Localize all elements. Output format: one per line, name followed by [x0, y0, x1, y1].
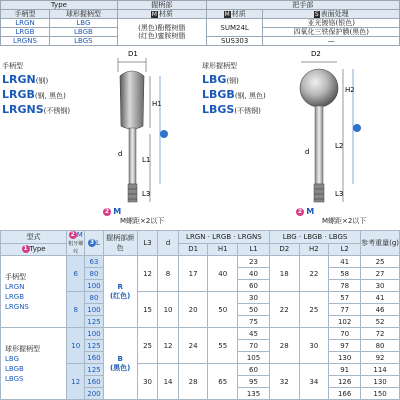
surface-treatment: —	[263, 37, 400, 46]
lever-thread-note: M螺距×2以下	[120, 217, 165, 225]
cell-d: 10	[158, 292, 179, 328]
circle-2-icon: 2	[104, 208, 110, 215]
dim-D1: D1	[128, 50, 138, 58]
handle-header: 把手部	[206, 1, 399, 10]
cell-weight: 25	[361, 256, 400, 268]
type-group: 手柄型 LRGN LRGB LRGNS	[1, 256, 67, 328]
cell-L: 160	[85, 376, 103, 388]
cell-L2: 102	[329, 316, 361, 328]
cell-weight: 92	[361, 352, 400, 364]
s-badge: S	[314, 11, 319, 18]
table-row	[1, 256, 400, 268]
table-row	[1, 328, 400, 340]
cell-H2: 34	[299, 364, 329, 400]
surface-treatment: 四氧化三铁保护膜(黑色)	[263, 28, 400, 37]
cell-L: 80	[85, 268, 103, 280]
cell-L1: 50	[238, 304, 270, 316]
cell-weight: 27	[361, 268, 400, 280]
cell-D1: 17	[178, 256, 208, 292]
lever-group-header: LRGN · LRGB · LRGNS	[178, 231, 269, 244]
cell-weight: 72	[361, 328, 400, 340]
dim-H1: H1	[152, 100, 162, 108]
col-H2: H2	[299, 243, 329, 256]
cell-D2: 28	[269, 328, 299, 364]
dim-H2: H2	[345, 86, 355, 94]
cell-weight: 41	[361, 292, 400, 304]
type-code: LRGN	[1, 19, 50, 28]
cell-L1: 95	[238, 376, 270, 388]
ball-group-header: LBG · LBGB · LBGS	[269, 231, 360, 244]
col-d: d	[158, 231, 179, 256]
surface-header: S 表面处理	[263, 10, 400, 19]
cell-L2: 126	[329, 376, 361, 388]
cell-L: 63	[85, 256, 103, 268]
cell-L1: 60	[238, 364, 270, 376]
cell-L3: 15	[137, 292, 158, 328]
cell-H1: 50	[208, 292, 238, 328]
type-group: 球形握柄型 LBG LBGB LBGS	[1, 328, 67, 400]
cell-L3: 25	[137, 328, 158, 364]
col-weight: 参考重量(g)	[361, 231, 400, 256]
cell-weight: 46	[361, 304, 400, 316]
type-code: LBGB	[49, 28, 117, 37]
cell-L1: 45	[238, 328, 270, 340]
col-L1: L1	[238, 243, 270, 256]
cell-L: 80	[85, 292, 103, 304]
cell-D2: 32	[269, 364, 299, 400]
circle-2-icon: 2	[70, 231, 75, 238]
cell-H2: 22	[299, 256, 329, 292]
lever-m-callout: 2 M	[104, 207, 122, 216]
grip-material-header: M 材质	[117, 10, 206, 19]
cell-H2: 30	[299, 328, 329, 364]
spec-table	[0, 0, 400, 46]
cell-M: 10	[67, 328, 85, 364]
dim-L1: L1	[142, 156, 151, 164]
handle-material-header: M 材质	[206, 10, 263, 19]
col-type-sub: 1 Type	[1, 243, 67, 256]
cell-L2: 57	[329, 292, 361, 304]
dim-L2: L2	[335, 142, 344, 150]
ball-thread-note: M螺距×2以下	[322, 217, 367, 225]
lever-handle-drawing	[100, 44, 190, 230]
cell-H1: 65	[208, 364, 238, 400]
type-header: Type	[1, 1, 118, 10]
ball-series-labels: 球形握柄型 LBG(钢) LBGB(钢, 黑色) LBGS(不锈钢)	[202, 62, 266, 116]
m-badge: M	[151, 11, 157, 18]
cell-L1: 105	[238, 352, 270, 364]
cell-L2: 91	[329, 364, 361, 376]
table-body	[1, 256, 400, 400]
cell-L3: 30	[137, 364, 158, 400]
cell-L2: 78	[329, 280, 361, 292]
cell-D2: 22	[269, 292, 299, 328]
lever-type-header: 手柄型	[1, 10, 50, 19]
handle-material: SUM24L	[206, 19, 263, 37]
cell-weight: 114	[361, 364, 400, 376]
type-code: LRGB	[1, 28, 50, 37]
col-D1: D1	[178, 243, 208, 256]
circle-2-icon: 2	[297, 208, 303, 215]
circle-1-icon: 1	[23, 245, 28, 253]
cell-H1: 40	[208, 256, 238, 292]
cell-L1: 70	[238, 340, 270, 352]
cell-L: 100	[85, 304, 103, 316]
cell-weight: 80	[361, 340, 400, 352]
cell-M: 6	[67, 256, 85, 292]
cell-L1: 40	[238, 268, 270, 280]
type-code: LBGS	[49, 37, 117, 46]
handle-material: SUS303	[206, 37, 263, 46]
cell-d: 8	[158, 256, 179, 292]
cell-L: 125	[85, 316, 103, 328]
cell-M: 8	[67, 292, 85, 328]
cell-L1: 135	[238, 388, 270, 400]
dim-L3: L3	[335, 190, 344, 198]
col-H1: H1	[208, 243, 238, 256]
cell-L2: 41	[329, 256, 361, 268]
col-grip-color: 握柄部颜色	[103, 231, 137, 256]
cell-L: 200	[85, 388, 103, 400]
cell-D2: 18	[269, 256, 299, 292]
surface-treatment: 亚光镀铬(银色)	[263, 19, 400, 28]
col-type: 型式	[1, 231, 67, 244]
cell-L1: 23	[238, 256, 270, 268]
cell-d: 12	[158, 328, 179, 364]
grip-material: (黑色)酚醛树脂 (红色)蜜胺树脂	[117, 19, 206, 46]
type-code: LRGNS	[1, 37, 50, 46]
circle-3-icon: 3	[89, 239, 95, 246]
cell-L1: 30	[238, 292, 270, 304]
col-L: 3 L	[85, 231, 103, 256]
ball-type-header: 球形握柄型	[49, 10, 117, 19]
cell-D1: 20	[178, 292, 208, 328]
cell-weight: 150	[361, 388, 400, 400]
cell-D1: 24	[178, 328, 208, 364]
dim-L3: L3	[142, 190, 151, 198]
cell-H1: 55	[208, 328, 238, 364]
dim-D2: D2	[311, 50, 321, 58]
dim-d: d	[305, 148, 310, 156]
col-L3: L3	[137, 231, 158, 256]
cell-d: 14	[158, 364, 179, 400]
cell-L1: 75	[238, 316, 270, 328]
dim-d: d	[118, 150, 123, 158]
ball-handle-drawing	[295, 44, 395, 230]
col-M: 2 M 粗牙螺纹	[68, 231, 84, 255]
cell-weight: 52	[361, 316, 400, 328]
lever-series-labels: 手柄型 LRGN(钢) LRGB(钢, 黑色) LRGNS(不锈钢)	[2, 62, 71, 116]
cell-L2: 58	[329, 268, 361, 280]
dimension-table	[0, 230, 400, 400]
cell-D1: 28	[178, 364, 208, 400]
cell-L3: 12	[137, 256, 158, 292]
type-code: LBG	[49, 19, 117, 28]
grip-header: 握柄部	[117, 1, 206, 10]
grip-color-option: R (红色)	[103, 256, 137, 328]
cell-weight: 130	[361, 376, 400, 388]
cell-L1: 60	[238, 280, 270, 292]
ball-m-callout: 2 M	[297, 207, 315, 216]
cell-weight: 30	[361, 280, 400, 292]
cell-L: 100	[85, 280, 103, 292]
cell-L: 125	[85, 340, 103, 352]
m-badge: M	[224, 11, 230, 18]
cell-L2: 77	[329, 304, 361, 316]
drawing-area	[0, 44, 400, 230]
cell-L: 160	[85, 352, 103, 364]
cell-L2: 130	[329, 352, 361, 364]
col-D2: D2	[269, 243, 299, 256]
cell-M: 12	[67, 364, 85, 400]
cell-L2: 70	[329, 328, 361, 340]
cell-L2: 166	[329, 388, 361, 400]
cell-L: 100	[85, 328, 103, 340]
cell-L2: 97	[329, 340, 361, 352]
cell-H2: 25	[299, 292, 329, 328]
grip-color-option: B (黑色)	[103, 328, 137, 400]
col-L2: L2	[329, 243, 361, 256]
cell-L: 125	[85, 364, 103, 376]
